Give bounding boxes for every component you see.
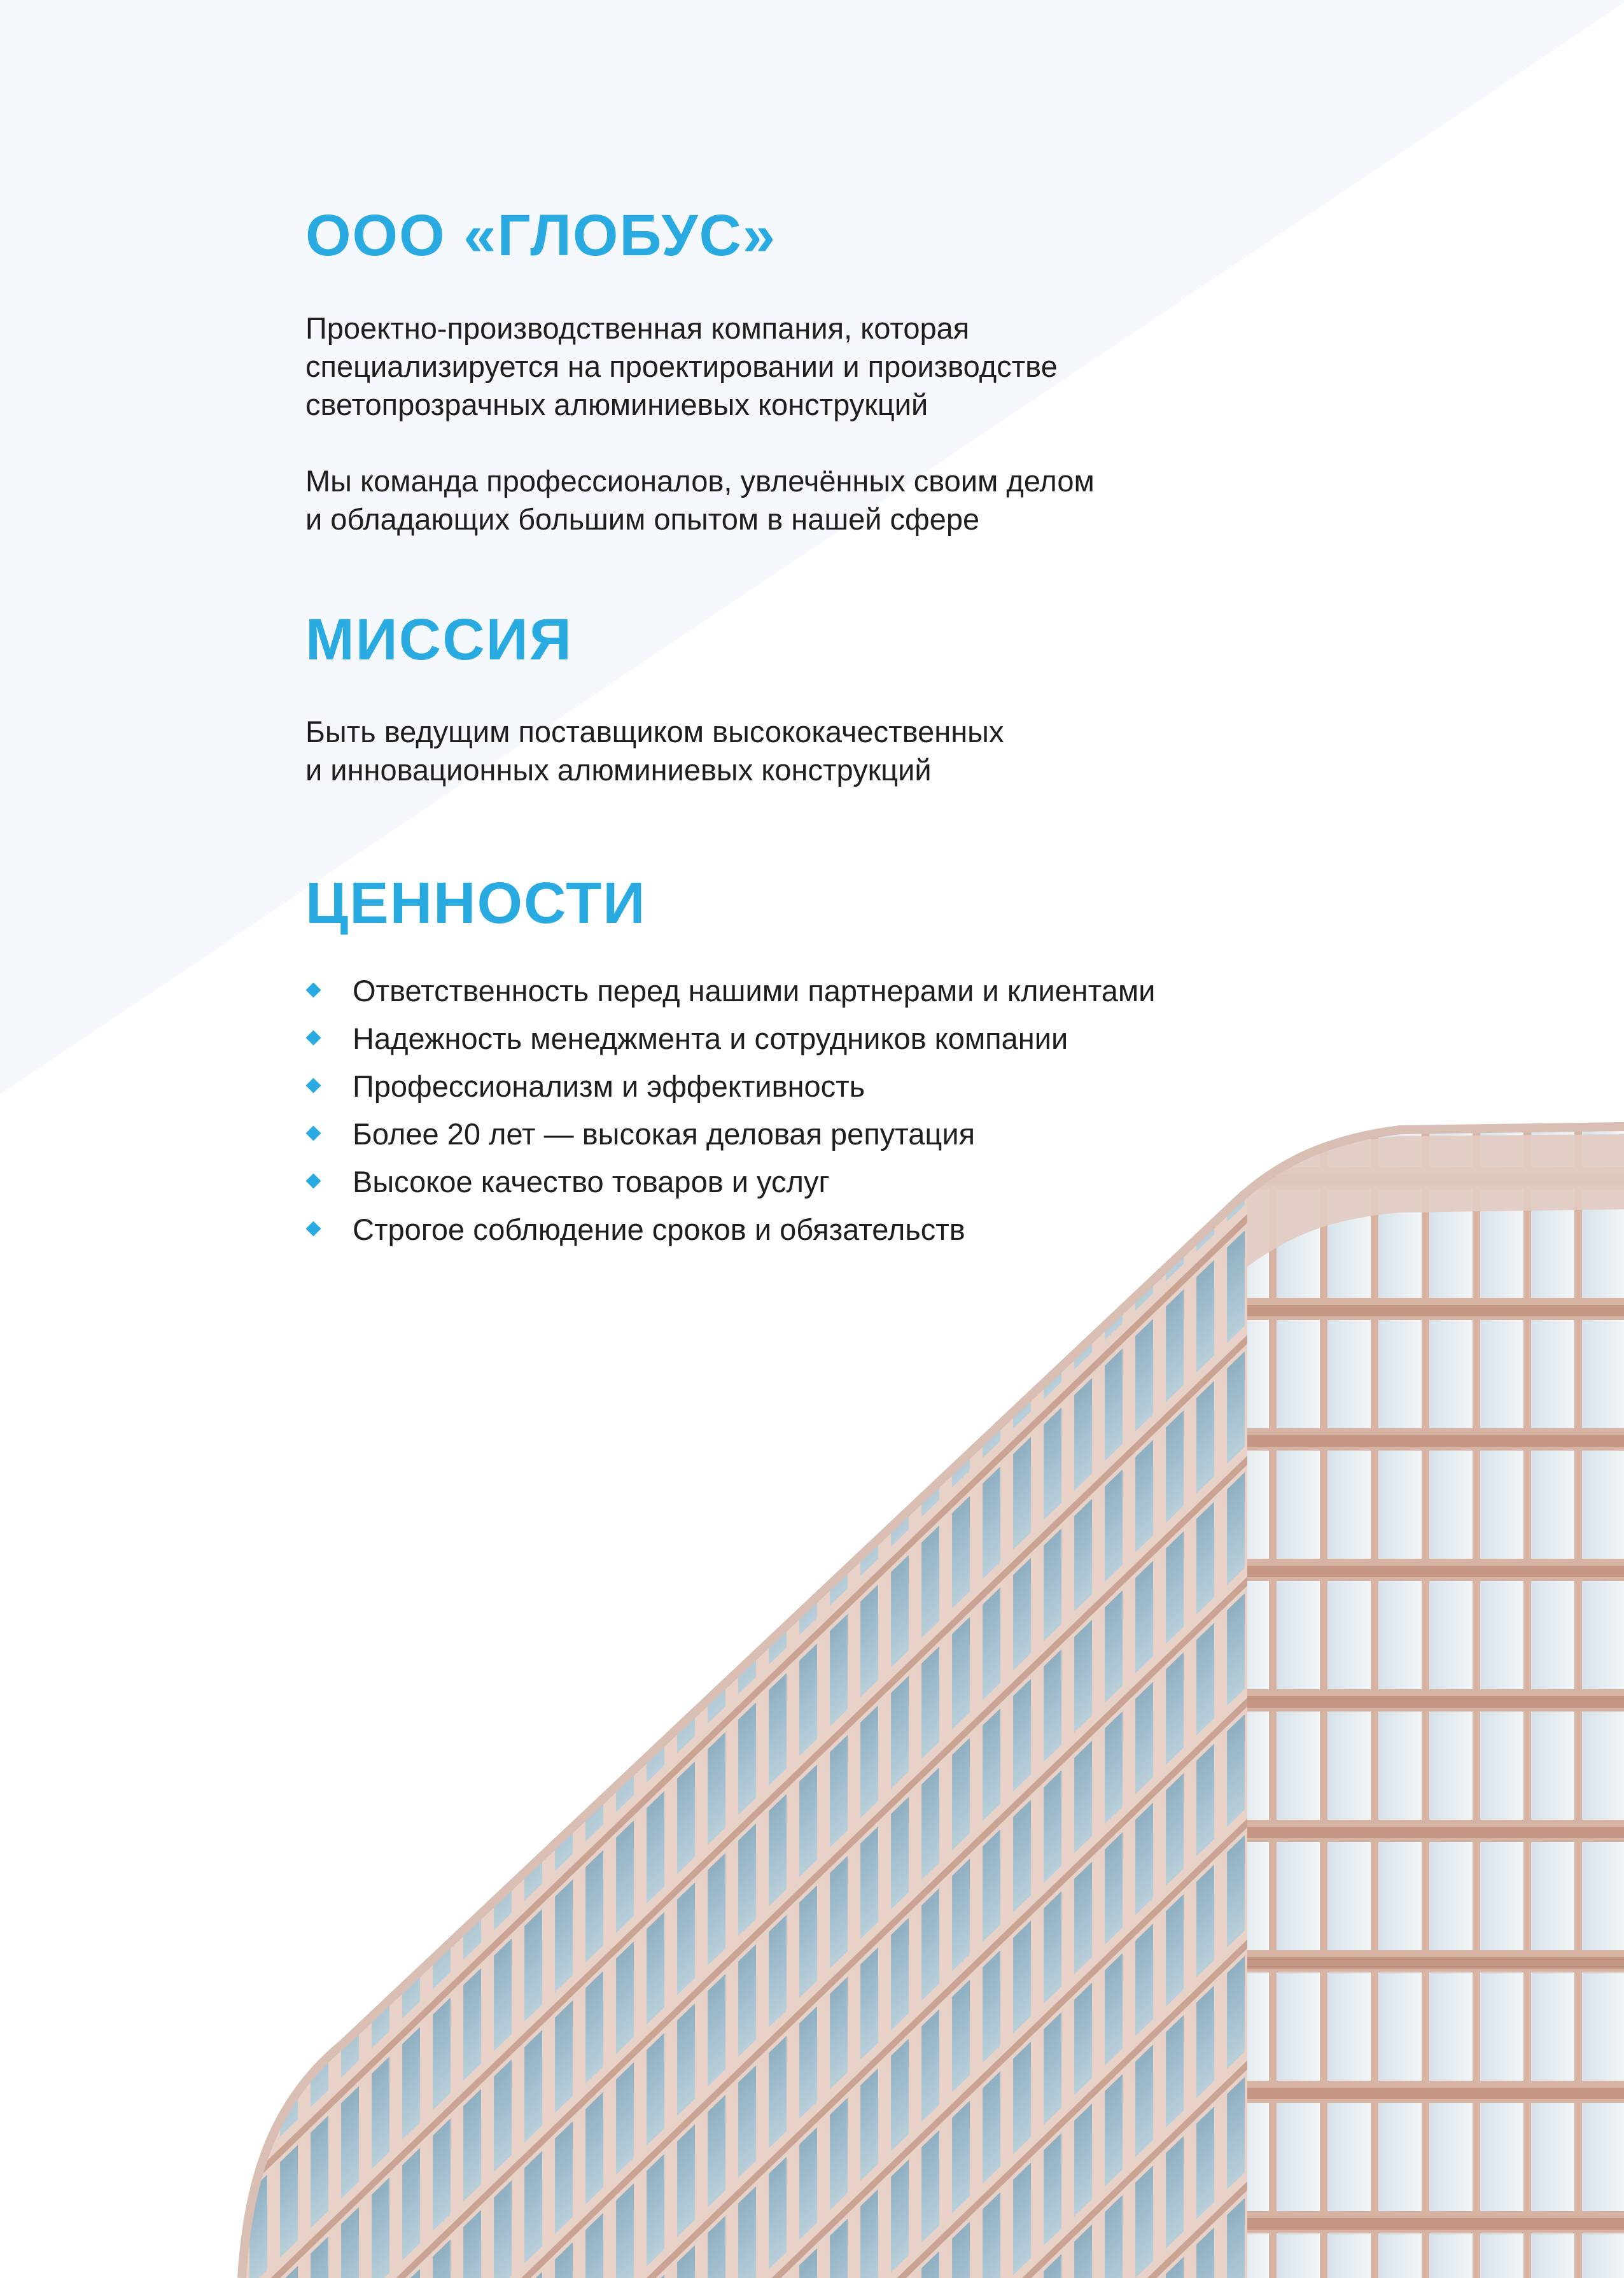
diamond-bullet-icon [305, 1125, 321, 1141]
values-item-text: Ответственность перед нашими партнерами и клиентами [353, 974, 1156, 1008]
values-list-item [305, 1115, 1155, 1163]
diamond-bullet-icon [305, 982, 321, 997]
values-item-text: Строгое соблюдение сроков и обязательств [353, 1213, 965, 1246]
values-list-item [305, 1163, 1155, 1211]
values-title: ЦЕННОСТИ [305, 871, 647, 936]
values-list-item [305, 1211, 1155, 1258]
company-description-line-2: специализируется на проектировании и производстве [305, 349, 1058, 383]
team-description-line-1: Мы команда профессионалов, увлечённых своим делом [305, 464, 1095, 498]
values-list-item [305, 1020, 1155, 1067]
mission-line-2: и инновационных алюминиевых конструкций [305, 753, 932, 787]
mission-line-1: Быть ведущим поставщиком высококачественных [305, 715, 1004, 749]
diamond-bullet-icon [305, 1221, 321, 1236]
mission-title: МИССИЯ [305, 607, 573, 672]
values-list [305, 972, 1155, 1258]
company-description-line-3: светопрозрачных алюминиевых конструкций [305, 388, 928, 421]
values-list-item [305, 972, 1155, 1020]
company-description-line-1: Проектно-производственная компания, которая [305, 311, 970, 345]
diamond-bullet-icon [305, 1030, 321, 1045]
values-item-text: Надежность менеджмента и сотрудников компании [353, 1022, 1068, 1055]
diamond-bullet-icon [305, 1078, 321, 1093]
values-list-item [305, 1067, 1155, 1115]
team-description-line-2: и обладающих большим опытом в нашей сфере [305, 502, 980, 536]
diamond-bullet-icon [305, 1173, 321, 1188]
values-item-text: Более 20 лет — высокая деловая репутация [353, 1117, 976, 1151]
company-title: ООО «ГЛОБУС» [305, 203, 777, 268]
values-item-text: Высокое качество товаров и услуг [353, 1165, 830, 1199]
values-item-text: Профессионализм и эффективность [353, 1069, 865, 1103]
